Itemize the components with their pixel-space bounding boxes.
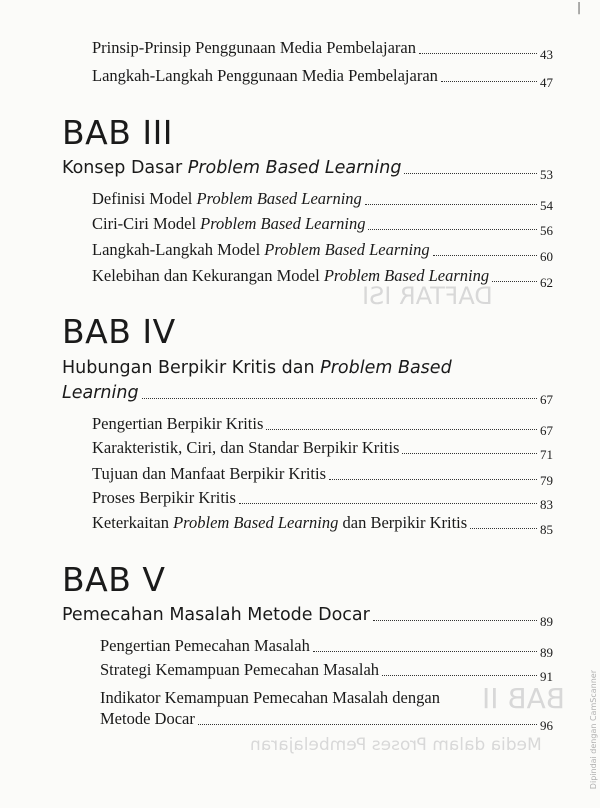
entry-page: 89 bbox=[540, 614, 553, 629]
dot-leader bbox=[404, 173, 537, 174]
toc-entry bbox=[92, 513, 553, 537]
chapter-entry bbox=[62, 605, 553, 629]
dot-leader bbox=[239, 503, 537, 504]
dot-leader bbox=[142, 398, 537, 399]
dot-leader bbox=[382, 675, 537, 676]
entry-title: Kelebihan dan Kekurangan Model Problem Based Learning bbox=[92, 266, 490, 285]
dot-leader bbox=[492, 281, 537, 282]
entry-title: Prinsip-Prinsip Penggunaan Media Pembelajaran bbox=[92, 38, 416, 57]
entry-page: 62 bbox=[540, 275, 553, 290]
bab-iv-heading: BAB IV bbox=[62, 312, 176, 351]
entry-page: 67 bbox=[540, 392, 553, 407]
chapter-title: Konsep Dasar Problem Based Learning bbox=[62, 158, 402, 178]
dot-leader bbox=[368, 229, 537, 230]
dot-leader bbox=[313, 651, 537, 652]
toc-entry bbox=[92, 488, 553, 512]
entry-title: Ciri-Ciri Model Problem Based Learning bbox=[92, 214, 366, 233]
chapter-title-line1: Hubungan Berpikir Kritis dan Problem Based bbox=[62, 358, 452, 378]
entry-title-line1: Indikator Kemampuan Pemecahan Masalah dengan bbox=[100, 688, 440, 707]
entry-page: 56 bbox=[540, 223, 553, 238]
bab-v-heading: BAB V bbox=[62, 560, 166, 599]
entry-title: Pengertian Pemecahan Masalah bbox=[100, 636, 310, 655]
toc-entry bbox=[100, 660, 553, 684]
chapter-title: Pemecahan Masalah Metode Docar bbox=[62, 605, 370, 625]
toc-entry bbox=[92, 66, 553, 90]
dot-leader bbox=[433, 255, 537, 256]
bleed-through-bab-ii: BAB II bbox=[482, 682, 565, 715]
entry-page: 96 bbox=[540, 718, 553, 733]
entry-page: 47 bbox=[540, 75, 553, 90]
entry-title: Proses Berpikir Kritis bbox=[92, 488, 236, 507]
dot-leader bbox=[419, 53, 537, 54]
chapter-title-line2: Learning bbox=[62, 383, 139, 403]
dot-leader bbox=[441, 81, 537, 82]
scanner-watermark: Dipindai dengan CamScanner bbox=[589, 670, 598, 790]
toc-entry bbox=[92, 214, 553, 238]
entry-page: 79 bbox=[540, 473, 553, 488]
chapter-entry bbox=[62, 158, 553, 182]
bab-iii-heading: BAB III bbox=[62, 113, 174, 152]
entry-page: 71 bbox=[540, 447, 553, 462]
dot-leader bbox=[402, 453, 537, 454]
dot-leader bbox=[329, 479, 537, 480]
entry-page: 60 bbox=[540, 249, 553, 264]
entry-page: 91 bbox=[540, 669, 553, 684]
entry-title: Tujuan dan Manfaat Berpikir Kritis bbox=[92, 464, 327, 483]
entry-title: Definisi Model Problem Based Learning bbox=[92, 189, 362, 208]
entry-title-line2: Metode Docar bbox=[100, 709, 195, 728]
entry-title: Karakteristik, Ciri, dan Standar Berpikir Kritis bbox=[92, 438, 400, 457]
entry-title: Langkah-Langkah Penggunaan Media Pembelajaran bbox=[92, 66, 438, 85]
entry-page: 53 bbox=[540, 167, 553, 182]
entry-title: Keterkaitan Problem Based Learning dan Berpikir Kritis bbox=[92, 513, 468, 532]
toc-entry bbox=[92, 438, 553, 462]
entry-page: 67 bbox=[540, 423, 553, 438]
dot-leader bbox=[266, 429, 537, 430]
toc-entry bbox=[92, 464, 553, 488]
bleed-through-daftar-isi: DAFTAR ISI bbox=[362, 282, 493, 310]
dot-leader bbox=[365, 204, 537, 205]
toc-entry bbox=[100, 636, 553, 660]
entry-title: Langkah-Langkah Model Problem Based Learning bbox=[92, 240, 430, 259]
chapter-entry bbox=[62, 383, 553, 407]
dot-leader bbox=[373, 620, 537, 621]
entry-title: Pengertian Berpikir Kritis bbox=[92, 414, 264, 433]
toc-entry bbox=[92, 414, 553, 438]
entry-page: 85 bbox=[540, 522, 553, 537]
toc-entry bbox=[92, 189, 553, 213]
entry-page: 43 bbox=[540, 47, 553, 62]
toc-entry bbox=[92, 266, 553, 290]
toc-entry bbox=[92, 240, 553, 264]
page-edge-mark: | bbox=[577, 0, 582, 14]
bleed-through-media: Media dalam Proses Pembelajaran bbox=[250, 735, 542, 755]
entry-page: 83 bbox=[540, 497, 553, 512]
toc-entry bbox=[100, 709, 553, 733]
entry-page: 89 bbox=[540, 645, 553, 660]
dot-leader bbox=[198, 724, 537, 725]
entry-page: 54 bbox=[540, 198, 553, 213]
toc-entry bbox=[92, 38, 553, 62]
entry-title: Strategi Kemampuan Pemecahan Masalah bbox=[100, 660, 380, 679]
dot-leader bbox=[470, 528, 537, 529]
